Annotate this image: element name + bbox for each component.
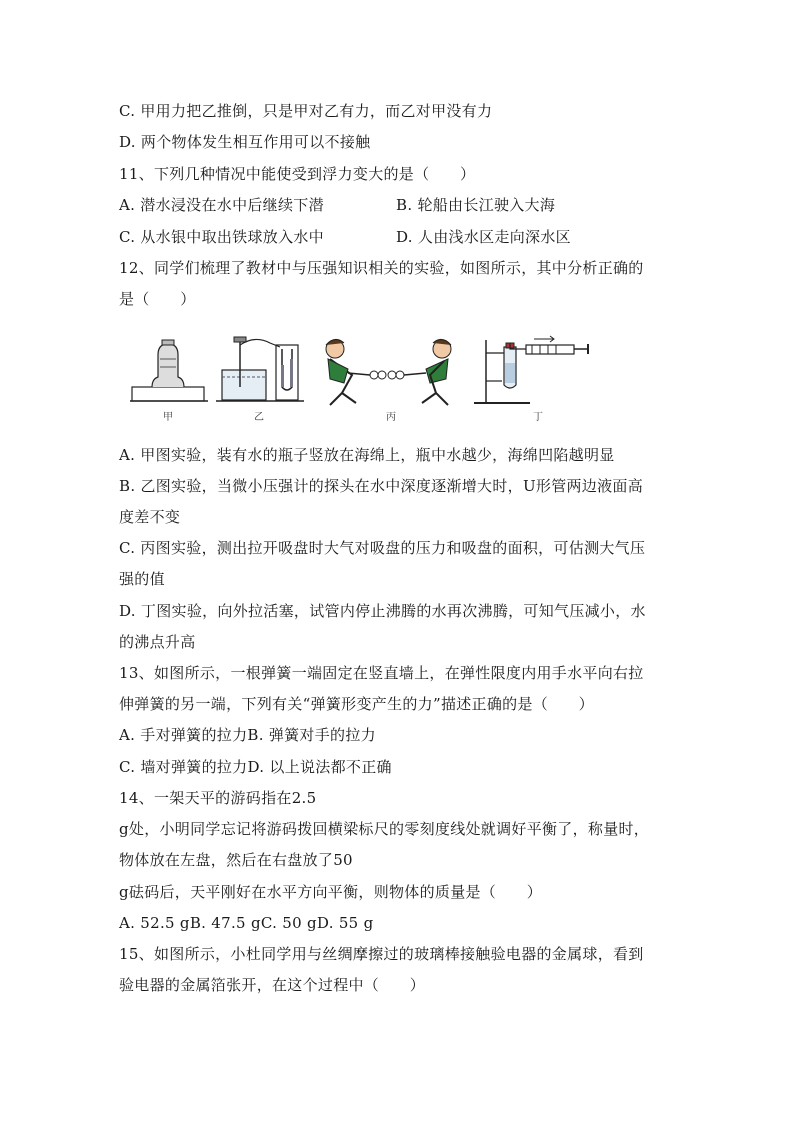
q12-option-a: A. 甲图实验，装有水的瓶子竖放在海绵上，瓶中水越少，海绵凹陷越明显 bbox=[119, 446, 615, 464]
question-13-line1: 13、如图所示，一根弹簧一端固定在竖直墙上，在弹性限度内用手水平向右拉 bbox=[119, 664, 644, 682]
u-tube-pressure-gauge-illustration bbox=[216, 337, 304, 401]
question-15-line1: 15、如图所示，小杜同学用与丝绸摩擦过的玻璃棒接触验电器的金属球，看到 bbox=[119, 945, 644, 963]
q11-option-d: D. 人由浅水区走向深水区 bbox=[396, 228, 571, 246]
question-14-line4: g砝码后，天平刚好在水平方向平衡，则物体的质量是（ ） bbox=[119, 883, 543, 901]
q12-figure bbox=[130, 335, 600, 417]
q10-option-d: D. 两个物体发生相互作用可以不接触 bbox=[119, 133, 371, 151]
bottle-on-sponge-illustration bbox=[130, 340, 208, 401]
syringe-boiling-water-illustration bbox=[474, 336, 588, 403]
question-15-line2: 验电器的金属箔张开，在这个过程中（ ） bbox=[119, 976, 426, 994]
tug-suction-cups-illustration bbox=[326, 339, 451, 405]
q12-figure-drawing bbox=[130, 335, 600, 417]
caption-yi: 乙 bbox=[254, 412, 264, 423]
question-14-line1: 14、一架天平的游码指在2.5 bbox=[119, 789, 317, 807]
q12-option-d-line2: 的沸点升高 bbox=[119, 633, 196, 651]
question-14-line3: 物体放在左盘，然后在右盘放了50 bbox=[119, 851, 353, 869]
question-13-line2: 伸弹簧的另一端，下列有关“弹簧形变产生的力”描述正确的是（ ） bbox=[119, 695, 594, 713]
q11-option-a: A. 潜水浸没在水中后继续下潜 bbox=[119, 196, 324, 214]
q14-options: A. 52.5 gB. 47.5 gC. 50 gD. 55 g bbox=[119, 914, 374, 932]
q10-option-c: C. 甲用力把乙推倒，只是甲对乙有力，而乙对甲没有力 bbox=[119, 102, 493, 120]
q13-options-cd: C. 墙对弹簧的拉力D. 以上说法都不正确 bbox=[119, 758, 392, 776]
q12-option-c-line1: C. 丙图实验，测出拉开吸盘时大气对吸盘的压力和吸盘的面积，可估测大气压 bbox=[119, 539, 646, 557]
question-12-line1: 12、同学们梳理了教材中与压强知识相关的实验，如图所示，其中分析正确的 bbox=[119, 259, 644, 277]
q11-option-c: C. 从水银中取出铁球放入水中 bbox=[119, 228, 324, 246]
caption-ding: 丁 bbox=[533, 412, 543, 423]
q12-option-b-line2: 度差不变 bbox=[119, 508, 181, 526]
q12-option-d-line1: D. 丁图实验，向外拉活塞，试管内停止沸腾的水再次沸腾，可知气压减小，水 bbox=[119, 602, 646, 620]
q12-option-c-line2: 强的值 bbox=[119, 570, 165, 588]
question-14-line2: g处，小明同学忘记将游码拨回横梁标尺的零刻度线处就调好平衡了，称量时， bbox=[119, 820, 650, 838]
caption-bing: 丙 bbox=[386, 412, 396, 423]
q11-option-b: B. 轮船由长江驶入大海 bbox=[396, 196, 556, 214]
question-11: 11、下列几种情况中能使受到浮力变大的是（ ） bbox=[119, 165, 476, 183]
q13-options-ab: A. 手对弹簧的拉力B. 弹簧对手的拉力 bbox=[119, 726, 376, 744]
q12-option-b-line1: B. 乙图实验，当微小压强计的探头在水中深度逐渐增大时，U形管两边液面高 bbox=[119, 477, 644, 495]
caption-jia: 甲 bbox=[163, 412, 173, 423]
question-12-line2: 是（ ） bbox=[119, 290, 196, 308]
